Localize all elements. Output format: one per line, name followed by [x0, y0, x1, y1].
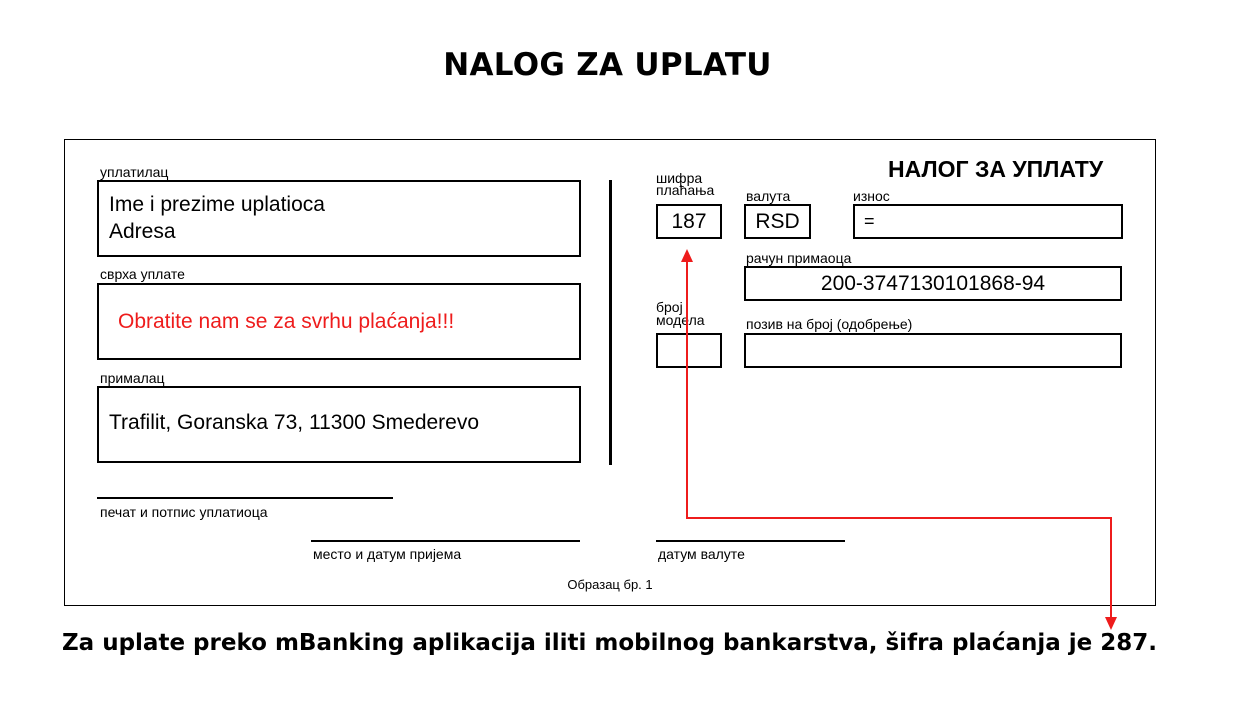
model-label-2: модела — [656, 312, 705, 328]
payment-code-label-2: плаћања — [656, 182, 715, 198]
account-value: 200-3747130101868-94 — [820, 272, 1046, 295]
mbanking-note: Za uplate preko mBanking aplikacija iliti mobilnog bankarstva, šifra plaćanja je 287. — [62, 630, 1157, 656]
place-date-label: место и датум пријема — [313, 546, 462, 562]
payer-name: Ime i prezime uplatioca — [109, 193, 325, 216]
form-number: Образац бр. 1 — [567, 577, 653, 592]
reference-label: позив на број (одобрење) — [746, 316, 913, 332]
page-title: NALOG ZA UPLATU — [443, 47, 772, 83]
recipient-value: Trafilit, Goranska 73, 11300 Smederevo — [109, 411, 480, 434]
form-title: НАЛОГ ЗА УПЛАТУ — [888, 156, 1104, 182]
amount-label: износ — [853, 188, 890, 204]
recipient-label: прималац — [100, 370, 165, 386]
purpose-label: сврха уплате — [100, 266, 185, 282]
payer-label: уплатилац — [100, 164, 169, 180]
currency-label: валута — [746, 188, 791, 204]
payer-address: Adresa — [109, 220, 176, 243]
value-date-label: датум валуте — [658, 546, 745, 562]
amount-value: = — [864, 211, 875, 231]
signature-label: печат и потпис уплатиоца — [100, 504, 268, 520]
payment-code-label-1: шифра — [656, 170, 703, 186]
arrow-head-up-icon — [681, 249, 693, 262]
arrow-path — [687, 262, 1111, 618]
payment-code-value: 187 — [671, 210, 707, 233]
purpose-value: Obratite nam se za svrhu plaćanja!!! — [118, 310, 455, 333]
currency-value: RSD — [755, 210, 800, 233]
model-label-1: број — [656, 299, 683, 315]
arrow-head-down-icon — [1105, 617, 1117, 630]
account-label: рачун примаоца — [746, 250, 852, 266]
